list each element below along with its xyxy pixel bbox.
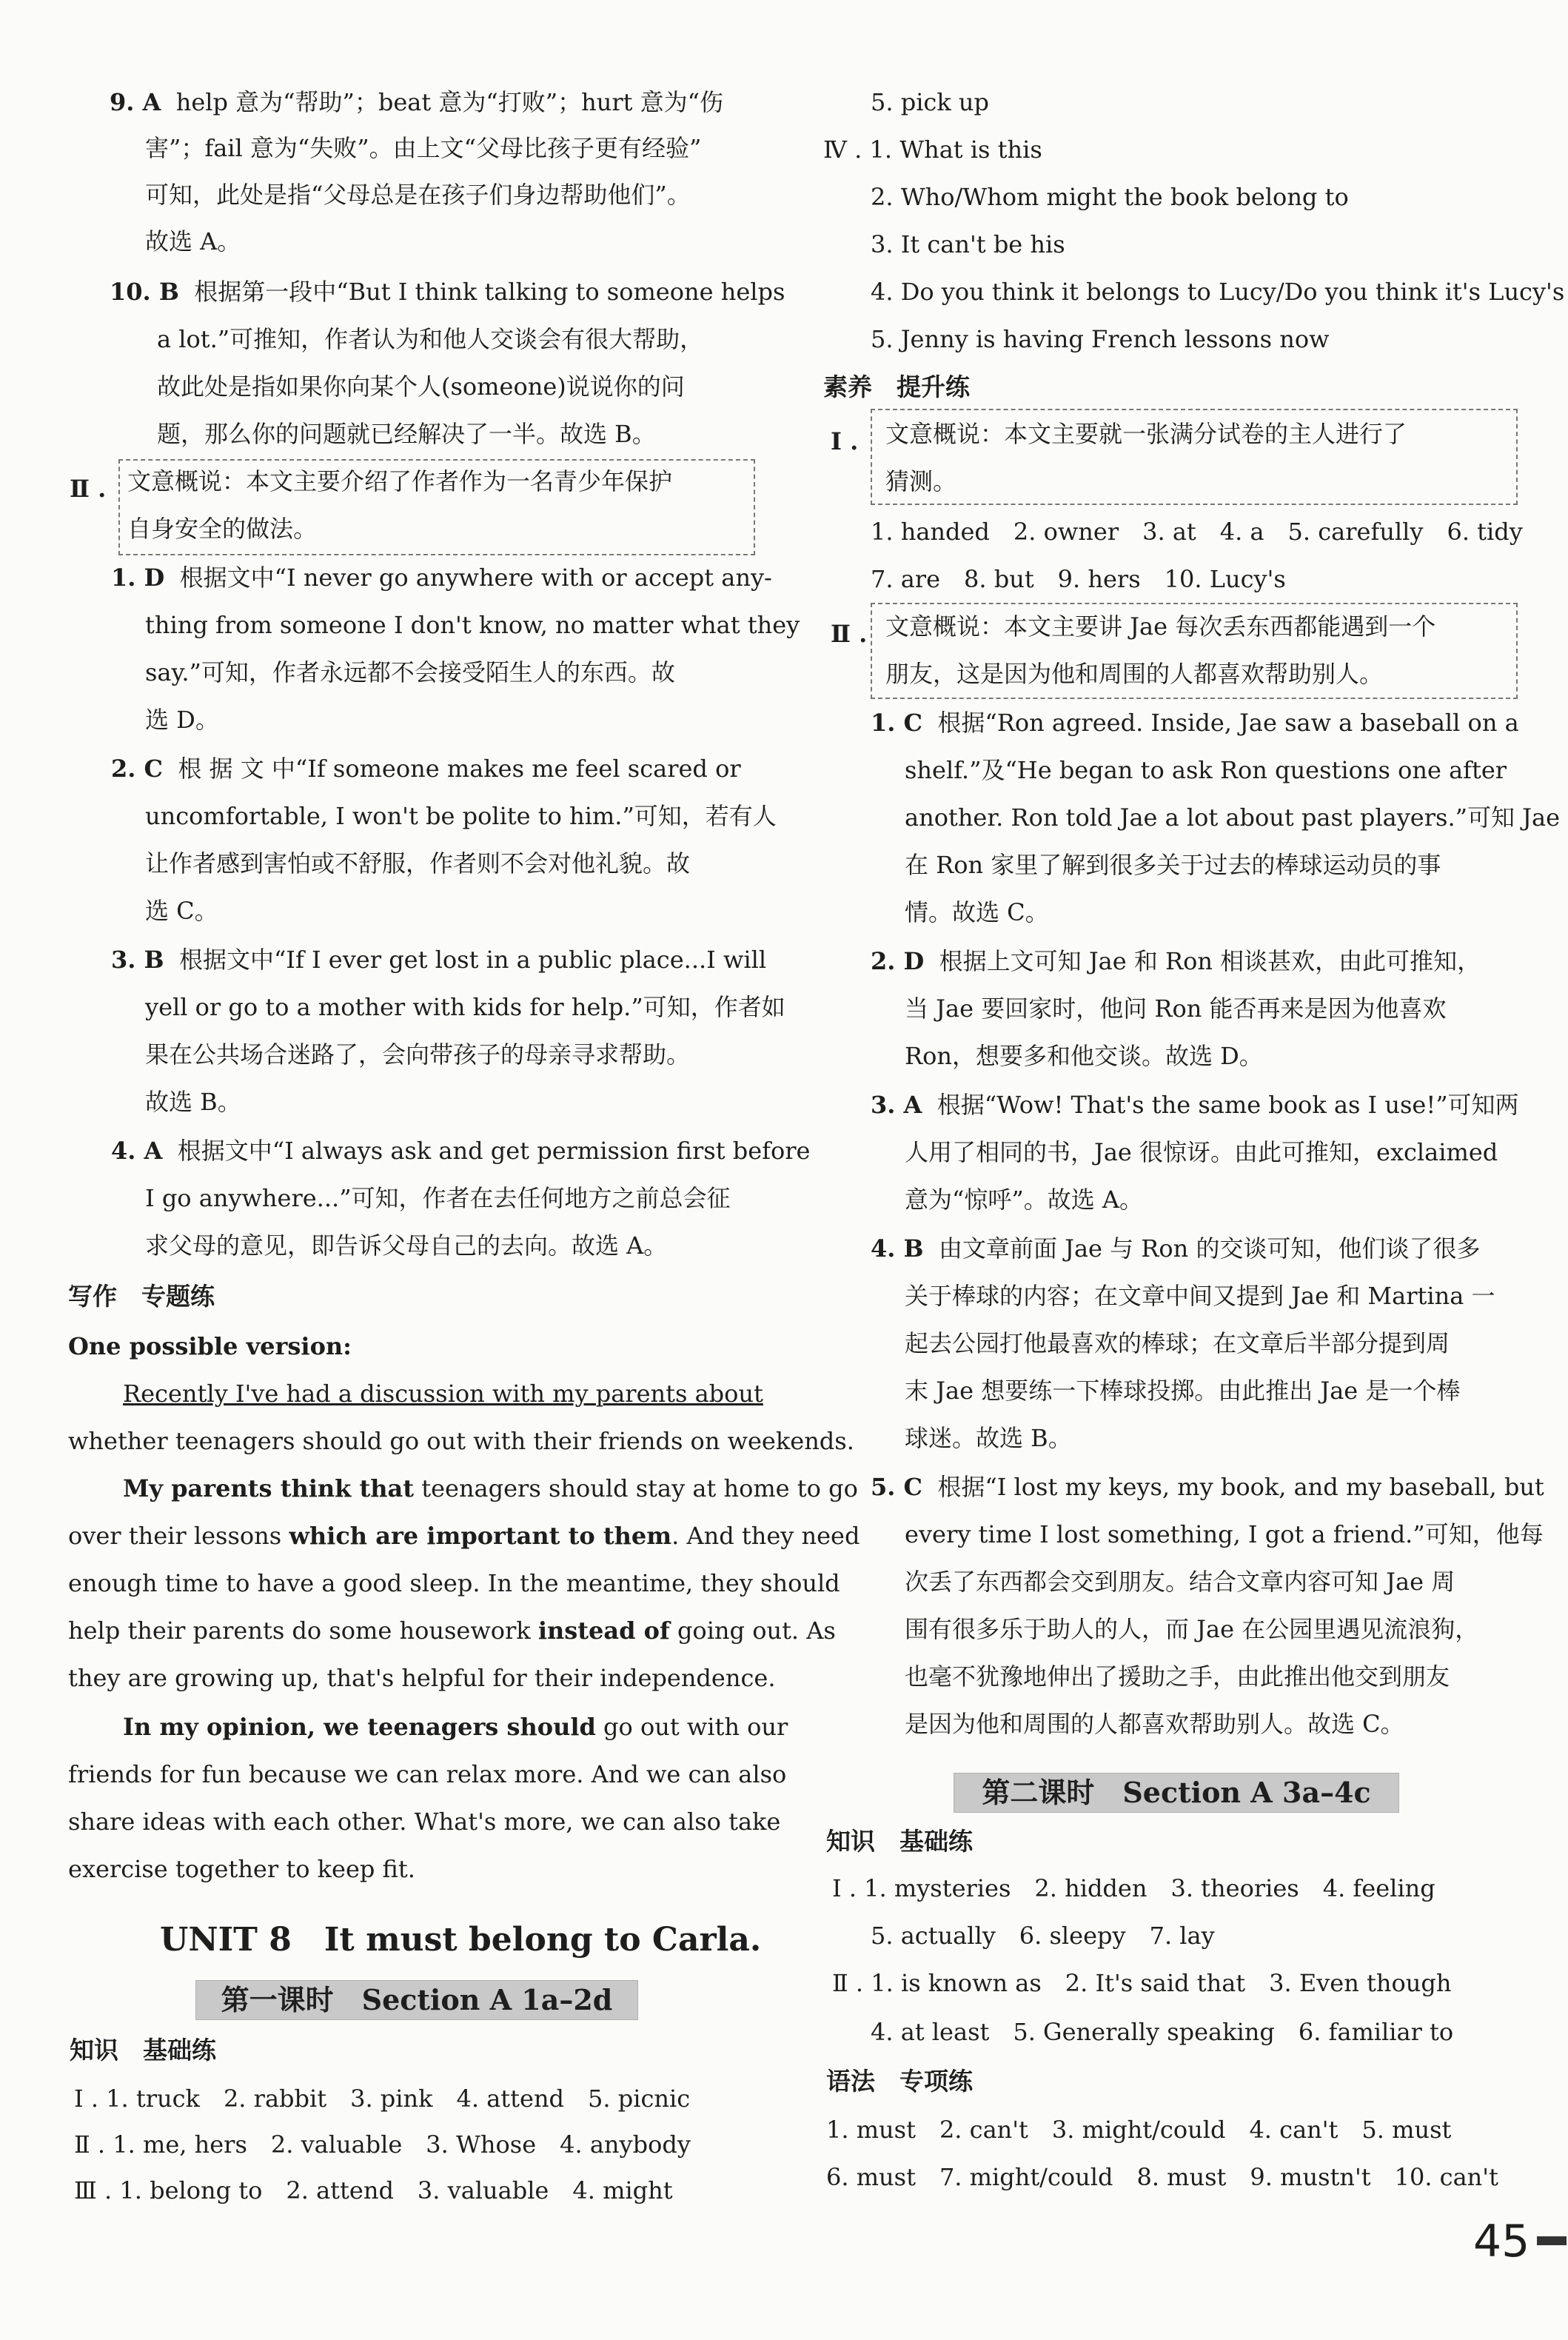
explanation-line: say.”可知，作者永远都不会接受陌生人的东西。故	[145, 658, 675, 686]
explanation-line: 故选 A。	[145, 227, 241, 255]
essay-line: exercise together to keep fit.	[68, 1855, 415, 1883]
answer-row: 6. must 7. might/could 8. must 9. mustn't 10. can't	[826, 2163, 1498, 2191]
explanation-line: 根 据 文 中“If someone makes me feel scared or	[178, 755, 741, 783]
section-label: Ⅱ .	[831, 620, 868, 648]
explanation-line: 情。故选 C。	[905, 898, 1049, 926]
answer-9	[110, 87, 723, 117]
explanation-line: 在 Ron 家里了解到很多关于过去的棒球运动员的事	[905, 851, 1441, 879]
explanation-line: 根据“Ron agreed. Inside, Jae saw a baseball on a	[937, 709, 1519, 737]
explanation-line: 根据文中“I always ask and get permission first before	[177, 1137, 811, 1165]
explanation-line: 关于棒球的内容；在文章中间又提到 Jae 和 Martina 一	[905, 1282, 1495, 1310]
answer-5	[871, 1472, 1544, 1502]
explanation-line: 起去公园打他最喜欢的棒球；在文章后半部分提到周	[905, 1329, 1450, 1357]
essay-line: whether teenagers should go out with their friends on weekends.	[68, 1427, 854, 1455]
explanation-line: 根据“I lost my keys, my book, and my baseball, but	[937, 1473, 1544, 1501]
literacy-header: 素养 提升练	[823, 372, 970, 401]
explanation-line: Ron，想要多和他交谈。故选 D。	[905, 1042, 1263, 1070]
page-marker-bar	[1537, 2236, 1567, 2245]
essay-text: teenagers should stay at home to go	[414, 1474, 858, 1502]
answer-row: 5. Jenny is having French lessons now	[871, 325, 1330, 353]
answer-row: 1. must 2. can't 3. might/could 4. can't 5. must	[826, 2116, 1452, 2144]
essay-highlight: In my opinion, we teenagers should	[123, 1713, 596, 1741]
explanation-line: help 意为“帮助”；beat 意为“打败”；hurt 意为“伤	[175, 88, 724, 116]
answer-number: 10. B	[110, 278, 179, 306]
explanation-line: 害”；fail 意为“失败”。由上文“父母比孩子更有经验”	[145, 134, 702, 162]
section-label: Ⅱ .	[70, 475, 107, 503]
explanation-line: 故选 B。	[145, 1088, 241, 1116]
lesson-bar: 第一课时 Section A 1a–2d	[195, 1980, 638, 2020]
explanation-line: 题，那么你的问题就已经解决了一半。故选 B。	[157, 420, 656, 448]
answer-row: 4. at least 5. Generally speaking 6. familiar to	[871, 2018, 1454, 2046]
essay-line	[68, 1521, 860, 1551]
unit-title: UNIT 8 It must belong to Carla.	[160, 1921, 762, 1959]
knowledge-header: 知识 基础练	[826, 1827, 973, 1856]
explanation-line: 围有很多乐于助人的人，而 Jae 在公园里遇见流浪狗，	[905, 1615, 1479, 1643]
summary-line: 文意概说：本文主要就一张满分试卷的主人进行了	[885, 420, 1407, 448]
explanation-line: 也毫不犹豫地伸出了援助之手，由此推出他交到朋友	[905, 1662, 1450, 1691]
essay-line: Recently I've had a discussion with my parents about	[123, 1380, 763, 1408]
explanation-line: 选 C。	[145, 897, 218, 925]
summary-line: 文意概说：本文主要介绍了作者作为一名青少年保护	[127, 467, 673, 495]
explanation-line: 当 Jae 要回家时，他问 Ron 能否再来是因为他喜欢	[905, 994, 1447, 1023]
explanation-line: 意为“惊呼”。故选 A。	[905, 1186, 1144, 1214]
answer-3	[871, 1090, 1519, 1120]
explanation-line: 让作者感到害怕或不舒服，作者则不会对他礼貌。故	[145, 849, 691, 877]
page-number: 45	[1473, 2216, 1530, 2267]
answer-row: Ⅳ . 1. What is this	[823, 136, 1042, 164]
essay-text: going out. As	[669, 1617, 836, 1645]
explanation-line: every time I lost something, I got a friend.”可知，他每	[905, 1520, 1544, 1548]
answer-row: Ⅰ . 1. mysteries 2. hidden 3. theories 4. feeling	[832, 1874, 1435, 1902]
explanation-line: thing from someone I don't know, no matter what they	[145, 611, 800, 639]
explanation-line: 选 D。	[145, 706, 219, 734]
answer-row: Ⅰ . 1. truck 2. rabbit 3. pink 4. attend 5. picnic	[74, 2085, 691, 2113]
answer-number: 4. B	[871, 1234, 924, 1263]
answer-number: 3. A	[871, 1091, 922, 1119]
answer-row: 5. actually 6. sleepy 7. lay	[871, 1922, 1215, 1950]
answer-4	[871, 1234, 1480, 1263]
answer-3	[111, 945, 766, 975]
explanation-line: 次丢了东西都会交到朋友。结合文章内容可知 Jae 周	[905, 1568, 1455, 1596]
knowledge-header: 知识 基础练	[70, 2036, 216, 2065]
grammar-header: 语法 专项练	[826, 2067, 973, 2096]
answer-1	[111, 563, 772, 592]
explanation-line: 球迷。故选 B。	[905, 1424, 1072, 1452]
essay-text: help their parents do some housework	[68, 1617, 538, 1645]
answer-number: 1. C	[871, 709, 923, 737]
answer-row: Ⅲ . 1. belong to 2. attend 3. valuable 4. might	[74, 2176, 673, 2204]
answer-number: 1. D	[111, 564, 165, 592]
answer-row: 2. Who/Whom might the book belong to	[871, 183, 1349, 211]
essay-highlight: My parents think that	[123, 1474, 415, 1502]
version-label: One possible version:	[68, 1332, 352, 1360]
answer-number: 2. D	[871, 947, 925, 975]
explanation-line: 求父母的意见，即告诉父母自己的去向。故选 A。	[145, 1231, 668, 1260]
essay-text: . And they need	[671, 1522, 860, 1550]
section-label: Ⅰ .	[831, 427, 859, 455]
essay-line	[68, 1616, 836, 1645]
explanation-line: 人用了相同的书，Jae 很惊讶。由此可推知，exclaimed	[905, 1138, 1498, 1166]
summary-line: 自身安全的做法。	[127, 515, 318, 543]
explanation-line: 果在公共场合迷路了，会向带孩子的母亲寻求帮助。	[145, 1040, 691, 1069]
answer-row: Ⅱ . 1. is known as 2. It's said that 3. Even though	[832, 1969, 1452, 1997]
explanation-line: 根据“Wow! That's the same book as I use!”可知两	[937, 1091, 1519, 1119]
answer-number: 5. C	[871, 1473, 923, 1501]
explanation-line: 根据文中“If I ever get lost in a public place...I will	[178, 946, 767, 974]
essay-text: go out with our	[595, 1713, 788, 1741]
answer-number: 9. A	[110, 88, 161, 116]
essay-line: they are growing up, that's helpful for their independence.	[68, 1664, 776, 1692]
answer-10	[110, 277, 785, 307]
answer-2	[871, 946, 1481, 976]
essay-line: share ideas with each other. What's more, we can also take	[68, 1808, 781, 1836]
summary-line: 猜测。	[885, 467, 957, 495]
answer-1	[871, 708, 1519, 738]
essay-line: friends for fun because we can relax more. And we can also	[68, 1760, 787, 1788]
explanation-line: uncomfortable, I won't be polite to him.”可知，若有人	[145, 802, 777, 830]
answer-row: 7. are 8. but 9. hers 10. Lucy's	[871, 565, 1286, 593]
answer-2	[111, 754, 741, 783]
explanation-line: 根据上文可知 Jae 和 Ron 相谈甚欢，由此可推知，	[939, 947, 1481, 975]
essay-line	[123, 1712, 788, 1742]
explanation-line: 是因为他和周围的人都喜欢帮助别人。故选 C。	[905, 1710, 1404, 1738]
lesson-bar: 第二课时 Section A 3a–4c	[954, 1773, 1399, 1813]
answer-number: 2. C	[111, 755, 164, 783]
explanation-line: 由文章前面 Jae 与 Ron 的交谈可知，他们谈了很多	[938, 1234, 1481, 1263]
explanation-line: 可知，此处是指“父母总是在孩子们身边帮助他们”。	[145, 181, 691, 209]
explanation-line: 根据第一段中“But I think talking to someone helps	[194, 278, 785, 306]
essay-highlight: which are important to them	[289, 1522, 672, 1550]
explanation-line: 末 Jae 想要练一下棒球投掷。由此推出 Jae 是一个棒	[905, 1377, 1461, 1405]
summary-line: 朋友，这是因为他和周围的人都喜欢帮助别人。	[885, 660, 1384, 688]
essay-line: enough time to have a good sleep. In the meantime, they should	[68, 1569, 840, 1597]
answer-4	[111, 1136, 811, 1166]
explanation-line: another. Ron told Jae a lot about past players.”可知 Jae	[905, 803, 1561, 832]
writing-header: 写作 专题练	[68, 1282, 215, 1311]
answer-row: 5. pick up	[871, 88, 989, 116]
summary-line: 文意概说：本文主要讲 Jae 每次丢东西都能遇到一个	[885, 612, 1436, 641]
answer-row: 1. handed 2. owner 3. at 4. a 5. carefully 6. tidy	[871, 518, 1523, 546]
answer-row: 4. Do you think it belongs to Lucy/Do you think it's Lucy's	[871, 278, 1565, 306]
explanation-line: 根据文中“I never go anywhere with or accept any-	[179, 564, 772, 592]
answer-row: 3. It can't be his	[871, 230, 1065, 258]
essay-line	[123, 1474, 858, 1503]
answer-number: 4. A	[111, 1137, 163, 1165]
explanation-line: yell or go to a mother with kids for help.”可知，作者如	[145, 993, 785, 1021]
answer-number: 3. B	[111, 946, 164, 974]
essay-highlight: instead of	[537, 1617, 670, 1645]
essay-text: over their lessons	[68, 1522, 289, 1550]
explanation-line: shelf.”及“He began to ask Ron questions one after	[905, 756, 1507, 784]
explanation-line: I go anywhere...”可知，作者在去任何地方之前总会征	[145, 1184, 731, 1212]
explanation-line: a lot.”可推知，作者认为和他人交谈会有很大帮助，	[157, 325, 704, 353]
answer-row: Ⅱ . 1. me, hers 2. valuable 3. Whose 4. anybody	[74, 2130, 691, 2159]
explanation-line: 故此处是指如果你向某个人(someone)说说你的问	[157, 372, 685, 401]
